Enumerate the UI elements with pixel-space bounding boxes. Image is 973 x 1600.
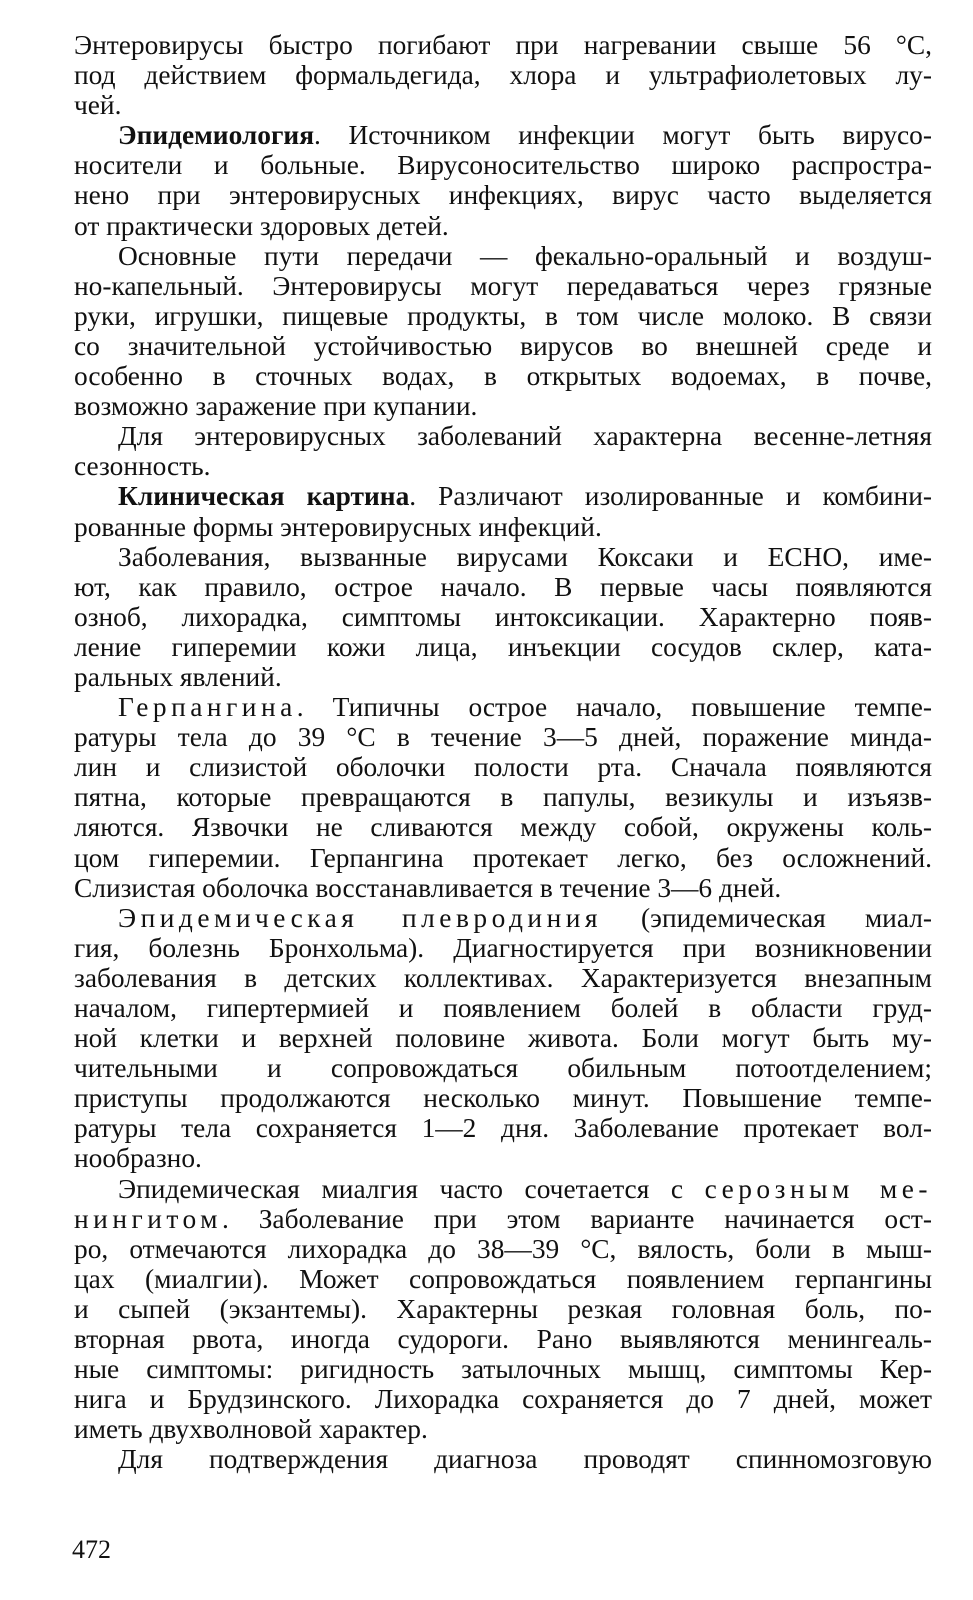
text-line: чительными и сопровождаться обильным потоотделением; <box>74 1053 932 1084</box>
text-line <box>74 903 932 933</box>
body-text <box>74 30 932 1475</box>
text-line: чей. <box>74 90 122 121</box>
text-line: ют, как правило, острое начало. В первые часы появляются <box>74 571 932 602</box>
text-line: нообразно. <box>74 1143 202 1174</box>
text-line: со значительной устойчивостью вирусов во внешней среде и <box>74 330 932 361</box>
text-line: от практически здоровых детей. <box>74 210 449 241</box>
text-line: озноб, лихорадка, симптомы интоксикации. Характерно появ- <box>74 601 932 632</box>
text-line <box>74 1174 932 1204</box>
text-line <box>74 120 932 150</box>
text-line <box>74 1204 932 1234</box>
spaced-term-serous-meningitis: серозным ме- <box>704 1173 933 1204</box>
text-line: ратуры тела сохраняется 1—2 дня. Заболевание протекает вол- <box>74 1113 932 1144</box>
text-line: особенно в сточных водах, в открытых водоемах, в почве, <box>74 361 932 392</box>
text-line: пятна, которые превращаются в папулы, везикулы и изъязв- <box>74 782 932 813</box>
spaced-term-pleurodynia: Эпидемическая плевродиния <box>118 902 602 933</box>
text-line: гия, болезнь Бронхольма). Диагностируется при возникновении <box>74 932 932 963</box>
page-number: 472 <box>72 1535 111 1564</box>
section-heading-epidemiology: Эпидемиология <box>118 120 315 151</box>
section-heading-clinical-picture: Клиническая картина <box>118 481 410 512</box>
text-fragment: . Типичны острое начало, повышение темпе- <box>296 692 932 723</box>
text-line <box>74 481 932 511</box>
text-line: Заболевания, вызванные вирусами Коксаки и ECHO, име- <box>118 541 932 572</box>
text-line: ление гиперемии кожи лица, инъекции сосудов склер, ката- <box>74 631 932 662</box>
text-line: ральных явлений. <box>74 661 282 692</box>
text-line: цом гиперемии. Герпангина протекает легко, без осложнений. <box>74 842 932 873</box>
text-line: приступы продолжаются несколько минут. Повышение темпе- <box>74 1083 932 1114</box>
text-line: рованные формы энтеровирусных инфекций. <box>74 511 602 542</box>
text-line: носители и больные. Вирусоносительство широко распростра- <box>74 150 932 181</box>
text-line: Для энтеровирусных заболеваний характерна весенне-летняя <box>118 421 932 452</box>
text-line: цах (миалгии). Может сопровождаться появлением герпангины <box>74 1263 932 1294</box>
spaced-term-herpangina: Герпангина <box>118 692 297 723</box>
text-fragment: . Заболевание при этом варианте начинается ост- <box>221 1203 932 1234</box>
text-line: сезонность. <box>74 451 211 482</box>
text-fragment: (эпидемическая миал- <box>602 902 933 933</box>
text-line: руки, игрушки, пищевые продукты, в том числе молоко. В связи <box>74 300 932 331</box>
text-line: и сыпей (экзантемы). Характерны резкая головная боль, по- <box>74 1293 932 1324</box>
text-line: вторная рвота, иногда судороги. Рано выявляются менингеаль- <box>74 1324 932 1355</box>
text-line: под действием формальдегида, хлора и ультрафиолетовых лу- <box>74 60 932 91</box>
text-line: возможно заражение при купании. <box>74 391 478 422</box>
text-line: ро, отмечаются лихорадка до 38—39 °С, вялость, боли в мыш- <box>74 1233 932 1264</box>
text-line: заболевания в детских коллективах. Характеризуется внезапным <box>74 962 932 993</box>
text-line: Для подтверждения диагноза проводят спинномозговую <box>118 1444 932 1475</box>
text-line: Основные пути передачи — фекально-оральный и воздуш- <box>118 240 932 271</box>
spaced-term-serous-meningitis-cont: нингитом <box>74 1203 222 1234</box>
text-line: лин и слизистой оболочки полости рта. Сначала появляются <box>74 752 932 783</box>
text-line: Энтеровирусы быстро погибают при нагревании свыше 56 °С, <box>74 30 932 60</box>
text-fragment: . Источником инфекции могут быть вирусо- <box>314 120 932 151</box>
text-line: ные симптомы: ригидность затылочных мышц, симптомы Кер- <box>74 1354 932 1385</box>
text-line: ляются. Язвочки не сливаются между собой, окружены коль- <box>74 812 932 843</box>
text-line: началом, гипертермией и появлением болей в области груд- <box>74 993 932 1023</box>
text-fragment: Эпидемическая миалгия часто сочетается с <box>118 1173 705 1204</box>
text-line: но-капельный. Энтеровирусы могут передаваться через грязные <box>74 270 932 301</box>
text-line: иметь двухволновой характер. <box>74 1414 428 1445</box>
text-line: нено при энтеровирусных инфекциях, вирус часто выделяется <box>74 180 932 211</box>
text-fragment: . Различают изолированные и комбини- <box>409 481 932 512</box>
text-line: нига и Брудзинского. Лихорадка сохраняется до 7 дней, может <box>74 1384 932 1415</box>
text-line <box>74 692 932 722</box>
text-line: Слизистая оболочка восстанавливается в течение 3—6 дней. <box>74 872 782 903</box>
text-line: ной клетки и верхней половине живота. Боли могут быть му- <box>74 1023 932 1054</box>
text-line: ратуры тела до 39 °С в течение 3—5 дней, поражение минда- <box>74 722 932 753</box>
